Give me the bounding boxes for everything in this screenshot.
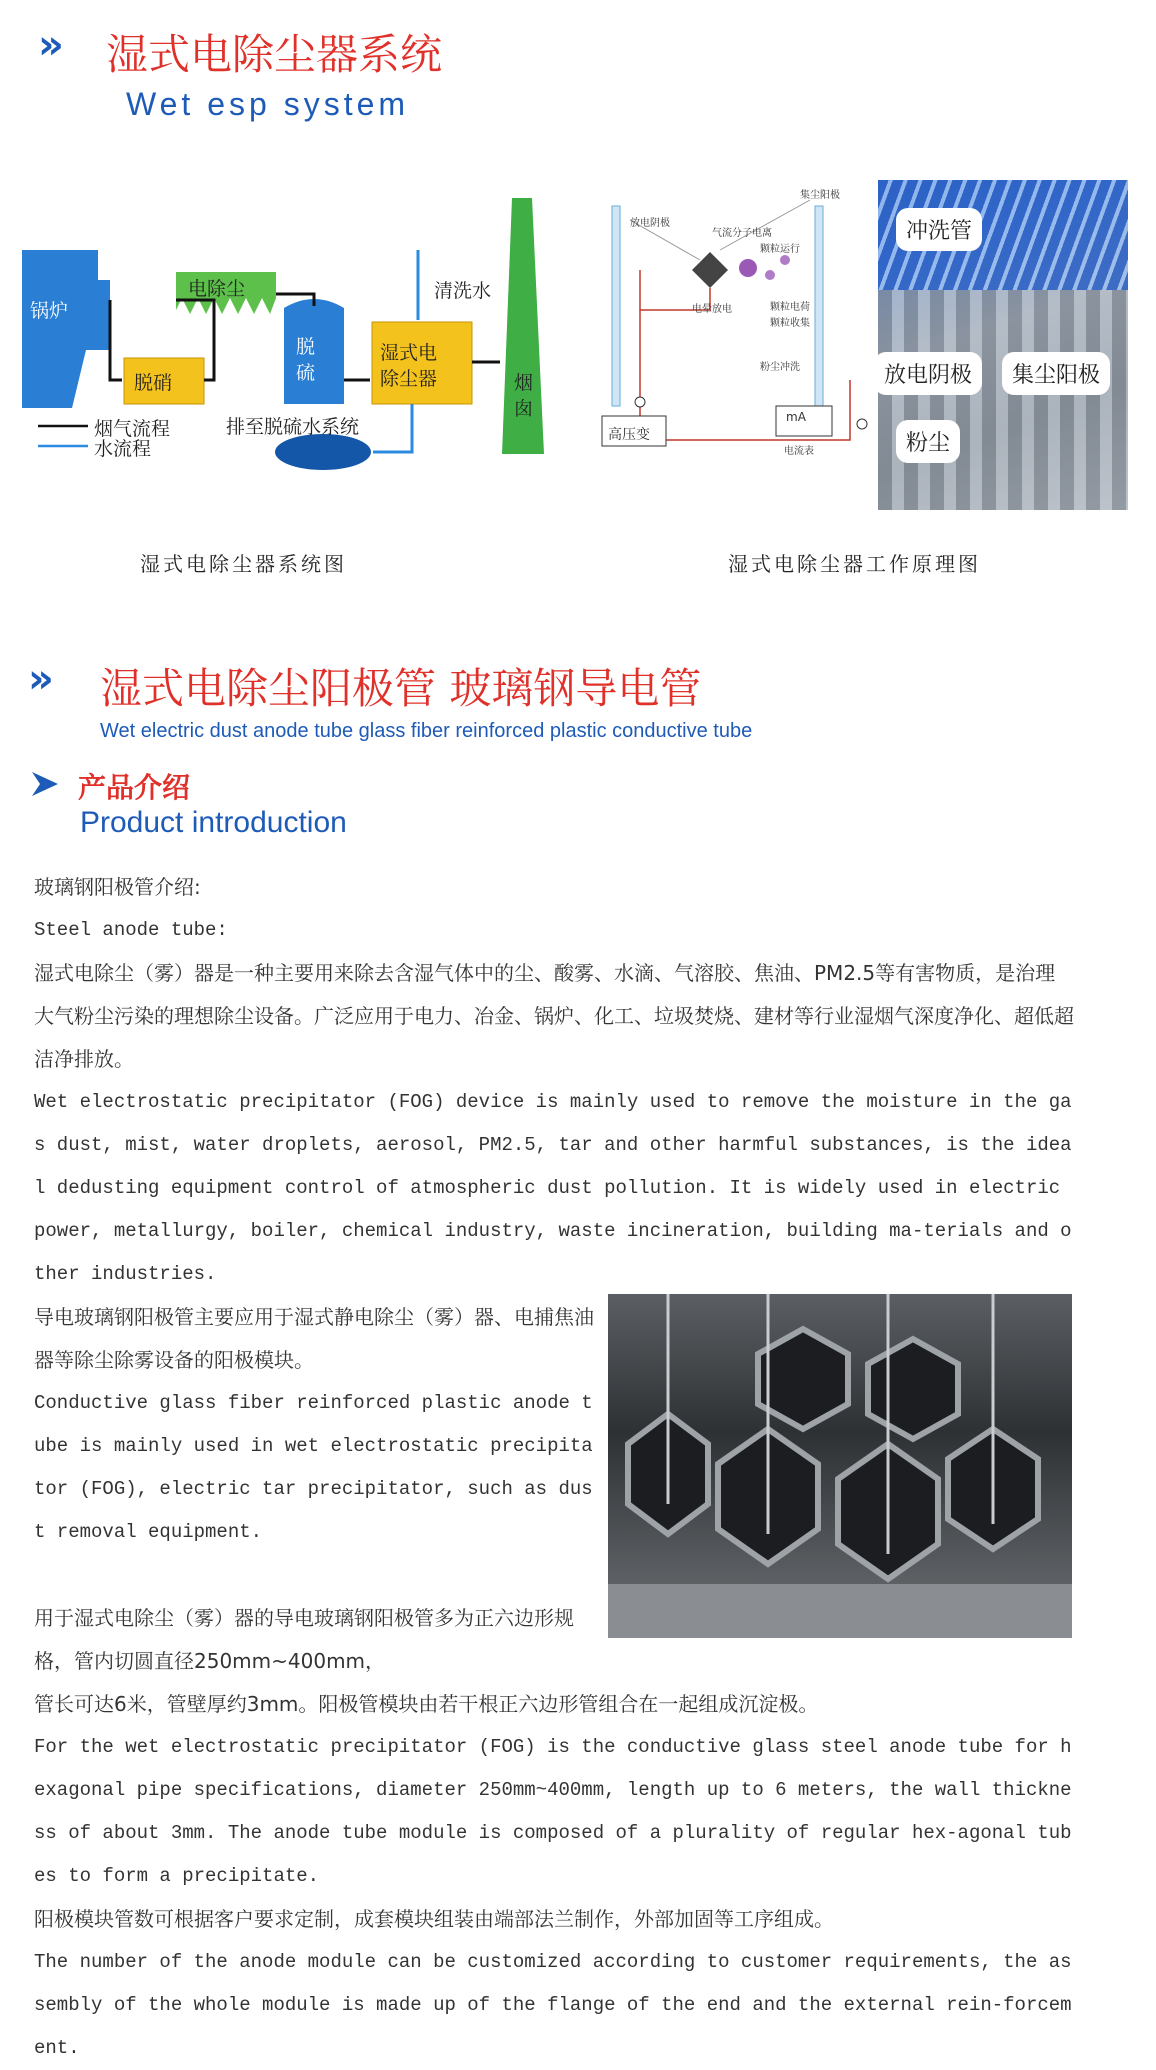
photo-dust-label: 粉尘 [896,420,960,463]
wet-esp-label: 湿式电 除尘器 [380,342,438,390]
boiler-label: 锅炉 [30,300,69,322]
collect-anode-label: 集尘阳极 [800,190,840,201]
photo-wash-pipe-label: 冲洗管 [896,208,982,251]
cathode-shape [692,252,728,288]
body-p2: Steel anode tube: [34,919,228,941]
legend-gas-label: 烟气流程 [94,418,171,440]
intro-cn: 产品介绍 [78,771,191,804]
body-p8: 管长可达6米，管壁厚约3mm。阳极管模块由若干根正六边形管组合在一起组成沉淀极。 [34,1692,819,1716]
particle-charge-label: 颗粒电荷 [770,302,810,313]
photo-cathode-label: 放电阴极 [874,352,982,395]
boiler-shape [22,250,110,408]
dust-wash-label: 粉尘冲洗 [760,362,800,373]
corona-label: 电晕放电 [692,304,732,315]
chimney-label: 烟 囱 [514,372,534,420]
body-p4: Wet electrostatic precipitator (FOG) device is mainly used to remove the moisture in the gas dust, mist, water droplets, aerosol, PM2.5, tar and other harmful substances, is the ideal dedusting equipment control of atmospheric dust pollution. It is widely used in electric power, metallurgy, boiler, chemical industry, waste incineration, building ma-terials and other industries. [34,1091,1072,1285]
triangle-bullet-icon [32,772,58,796]
section2-title-cn: 湿式电除尘阳极管 玻璃钢导电管 [100,664,702,713]
body-p11: The number of the anode module can be customized according to customer requirements, the assembly of the whole module is made up of the flange of the end and the external rein-forcement. [34,1951,1072,2059]
intro-en: Product introduction [80,806,347,839]
body-p5: 导电玻璃钢阳极管主要应用于湿式静电除尘（雾）器、电捕焦油器等除尘除雾设备的阳极模块。 [34,1305,594,1372]
body-p1: 玻璃钢阳极管介绍: [34,875,201,899]
body-p3: 湿式电除尘（雾）器是一种主要用来除去含湿气体中的尘、酸雾、水滴、气溶胶、焦油、PM2.5等有害物质，是治理大气粉尘污染的理想除尘设备。广泛应用于电力、冶金、锅炉、化工、垃圾焚烧、建材等行业湿烟气深度净化、超低超洁净排放。 [34,961,1074,1071]
desulfurization-label: 脱 硫 [296,336,316,384]
ammeter-label: 电流表 [784,446,814,457]
electric-dust-label: 电除尘 [188,278,246,300]
hv-label: 高压变 [608,427,650,443]
chevron-icon-2: » [28,656,46,702]
legend-water-label: 水流程 [94,438,152,460]
discharge-cathode-label: 放电阴极 [630,218,670,229]
body-p6: Conductive glass fiber reinforced plastic anode tube is mainly used in wet electrostatic precipitator (FOG), electric tar precipitator, such as dust removal equipment. [34,1392,593,1543]
photo-anode-label: 集尘阳极 [1002,352,1110,395]
denitration-label: 脱硝 [134,372,173,394]
wash-water-label: 清洗水 [434,280,492,302]
section-title-en: Wet esp system [126,86,410,122]
particle-collect-label: 颗粒收集 [770,318,810,329]
body-p9: For the wet electrostatic precipitator (FOG) is the conductive glass steel anode tube for hexagonal pipe specifications, diameter 250mm~400mm, length up to 6 meters, the wall thickness of about 3mm. The anode tube module is composed of a plurality of regular hex-agonal tubes to form a precipitate. [34,1736,1072,1887]
ma-label: mA [786,410,806,424]
body-p7: 用于湿式电除尘（雾）器的导电玻璃钢阳极管多为正六边形规格，管内切圆直径250mm~400mm， [34,1606,574,1673]
body-p10: 阳极模块管数可根据客户要求定制，成套模块组装由端部法兰制作，外部加固等工序组成。 [34,1907,834,1931]
drain-label: 排至脱硫水系统 [226,416,360,438]
section2-title-en: Wet electric dust anode tube glass fiber reinforced plastic conductive tube [100,720,753,742]
particle-move-label: 颗粒运行 [760,244,800,255]
principle-diagram-caption: 湿式电除尘器工作原理图 [728,552,981,576]
drain-ellipse [275,434,371,470]
chevron-icon: » [38,22,56,68]
gas-ionize-label: 气流分子电离 [712,228,772,239]
section-title-cn: 湿式电除尘器系统 [106,30,443,79]
anode-tube-photo [608,1294,1072,1638]
system-diagram-caption: 湿式电除尘器系统图 [140,552,347,576]
